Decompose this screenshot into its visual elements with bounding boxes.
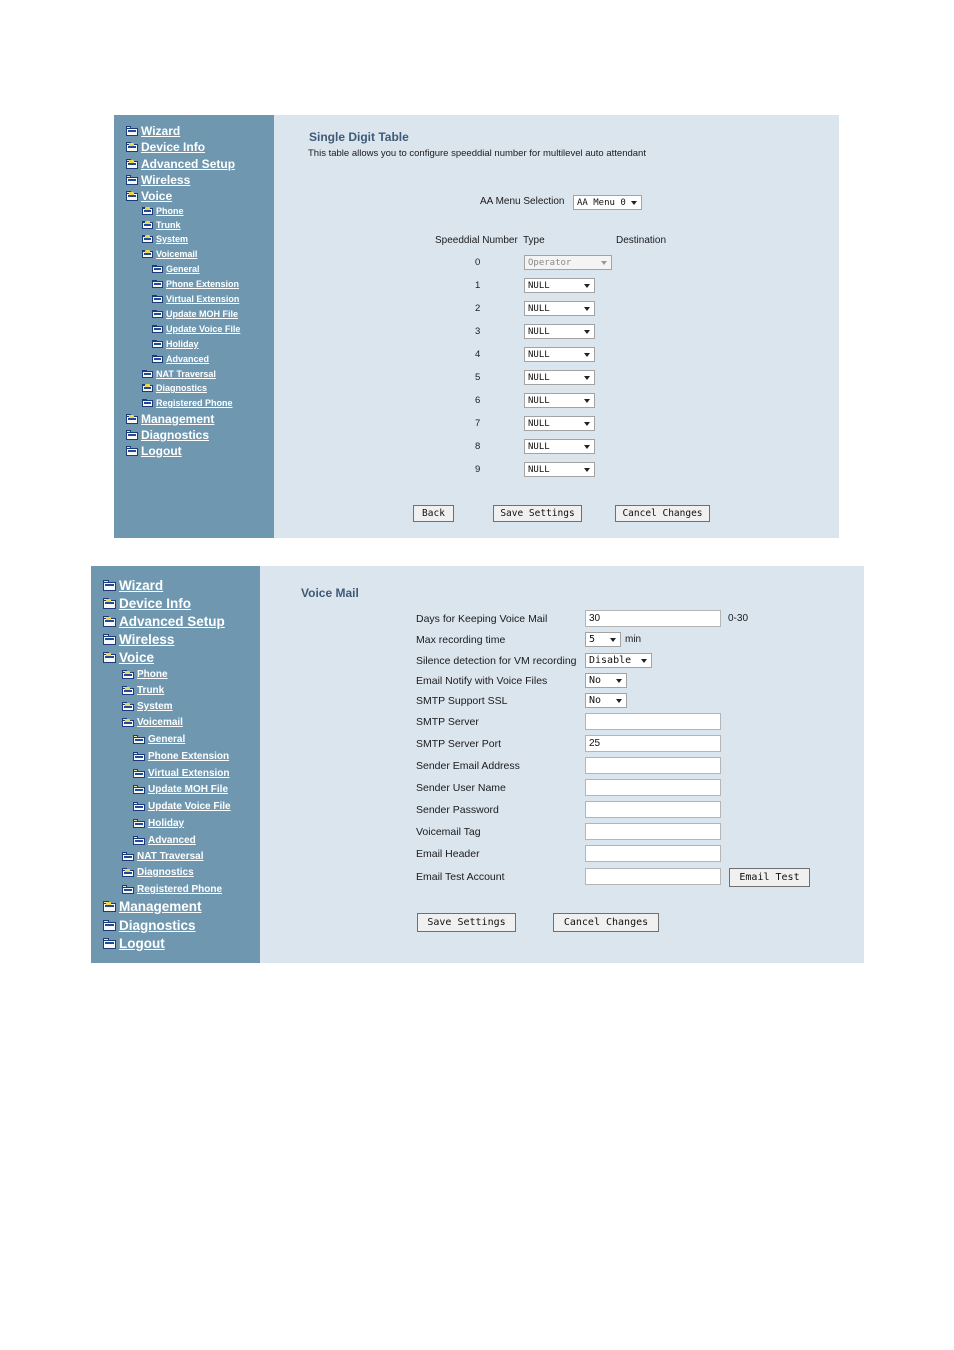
sidebar-link[interactable]: Wireless <box>141 173 191 187</box>
sidebar-link[interactable]: Voicemail <box>137 717 183 728</box>
sidebar-link[interactable]: Update Voice File <box>166 324 241 334</box>
folder-icon <box>152 310 163 319</box>
sidebar-item-update-voice-file[interactable] <box>133 801 231 812</box>
sidebar-link[interactable]: Advanced Setup <box>119 614 225 629</box>
voicemail-tag-input[interactable] <box>585 823 721 840</box>
sidebar-item-nat-traversal[interactable] <box>142 369 216 379</box>
sidebar-link[interactable]: Wizard <box>119 578 164 593</box>
sidebar-link[interactable]: Advanced Setup <box>141 157 236 171</box>
sidebar-item-registered-phone[interactable] <box>142 398 233 408</box>
sidebar-link[interactable]: Virtual Extension <box>166 294 240 304</box>
sidebar-link[interactable]: Virtual Extension <box>148 768 230 779</box>
sidebar-item-device-info[interactable] <box>103 596 191 611</box>
folder-icon <box>152 325 163 334</box>
email-test-button[interactable]: Email Test <box>729 868 810 887</box>
sidebar-item-voicemail[interactable] <box>142 249 197 259</box>
folder-open-icon <box>126 414 138 424</box>
silence-select[interactable] <box>585 653 652 668</box>
folder-icon <box>133 836 145 846</box>
smtp-server-label: SMTP Server <box>416 716 479 728</box>
chevron-down-icon <box>610 638 616 642</box>
chevron-down-icon <box>584 376 590 380</box>
sidebar-item-general[interactable] <box>133 734 185 745</box>
folder-icon <box>142 370 153 379</box>
sidebar-link[interactable]: Update Voice File <box>148 801 231 812</box>
speeddial-number: 6 <box>475 395 481 406</box>
speeddial-number: 9 <box>475 464 481 475</box>
sidebar-nav <box>114 115 274 538</box>
sidebar-link[interactable]: Registered Phone <box>137 884 223 895</box>
aa-menu-label: AA Menu Selection <box>480 196 565 207</box>
chevron-down-icon <box>584 399 590 403</box>
sidebar-link[interactable]: NAT Traversal <box>137 851 204 862</box>
folder-icon <box>152 355 163 364</box>
speeddial-number: 5 <box>475 372 481 383</box>
sidebar-item-update-voice-file[interactable] <box>152 324 240 334</box>
folder-icon <box>133 769 145 779</box>
speeddial-type-select[interactable] <box>524 347 595 362</box>
folder-open-icon <box>103 616 116 627</box>
sidebar-item-wireless[interactable] <box>126 173 190 187</box>
chevron-down-icon <box>584 284 590 288</box>
smtp-ssl-value: No <box>589 695 602 706</box>
sidebar-item-phone[interactable] <box>122 669 168 680</box>
back-button[interactable]: Back <box>413 505 454 522</box>
sidebar-item-wireless[interactable] <box>103 632 174 647</box>
max-recording-value: 5 <box>589 634 596 645</box>
sidebar-link[interactable]: NAT Traversal <box>156 369 216 379</box>
email-notify-value: No <box>589 675 602 686</box>
sender-password-label: Sender Password <box>416 804 499 816</box>
sidebar-link[interactable]: Diagnostics <box>141 428 210 442</box>
sidebar-item-advanced[interactable] <box>152 354 209 364</box>
sidebar-link[interactable]: Voice <box>119 650 155 665</box>
speeddial-type-select[interactable] <box>524 393 595 408</box>
sidebar-item-update-moh-file[interactable] <box>152 309 238 319</box>
sidebar-item-voice[interactable] <box>103 650 154 665</box>
save-settings-button[interactable]: Save Settings <box>417 913 516 932</box>
silence-value: Disable <box>589 655 632 666</box>
sidebar-item-trunk[interactable] <box>122 685 164 696</box>
speeddial-type-select[interactable] <box>524 416 595 431</box>
speeddial-type-value: NULL <box>528 395 550 406</box>
folder-open-icon <box>126 191 138 201</box>
chevron-down-icon <box>631 201 637 205</box>
email-header-input[interactable] <box>585 845 721 862</box>
cancel-changes-button[interactable]: Cancel Changes <box>553 913 659 932</box>
smtp-ssl-select[interactable] <box>585 693 627 708</box>
folder-icon <box>133 785 145 795</box>
folder-icon <box>122 852 134 862</box>
sidebar-item-nat-traversal[interactable] <box>122 851 204 862</box>
speeddial-type-select[interactable] <box>524 301 595 316</box>
speeddial-type-value: NULL <box>528 280 550 291</box>
sidebar-link[interactable]: General <box>148 734 186 745</box>
sender-user-input[interactable] <box>585 779 721 796</box>
speeddial-type-value: NULL <box>528 441 550 452</box>
chevron-down-icon <box>584 353 590 357</box>
folder-open-icon <box>142 221 153 230</box>
speeddial-type-select[interactable] <box>524 324 595 339</box>
folder-open-icon <box>126 159 138 169</box>
sender-user-label: Sender User Name <box>416 782 506 794</box>
speeddial-number: 7 <box>475 418 481 429</box>
smtp-port-input[interactable]: 25 <box>585 735 721 752</box>
folder-open-icon <box>122 686 134 696</box>
sidebar-item-diagnostics[interactable] <box>142 383 207 393</box>
page-title: Single Digit Table <box>309 130 409 144</box>
single-digit-content <box>274 115 839 538</box>
sidebar-item-wizard[interactable] <box>126 124 180 138</box>
sidebar-item-system[interactable] <box>122 701 173 712</box>
sidebar-link[interactable]: System <box>137 701 173 712</box>
sidebar-item-system[interactable] <box>142 234 188 244</box>
single-digit-panel <box>114 115 839 538</box>
chevron-down-icon <box>584 445 590 449</box>
sidebar-link[interactable]: Advanced <box>166 354 210 364</box>
speeddial-type-value: NULL <box>528 418 550 429</box>
sidebar-link[interactable]: Voicemail <box>156 249 198 259</box>
sidebar-link[interactable]: Logout <box>141 444 182 458</box>
chevron-down-icon <box>641 659 647 663</box>
sidebar-item-holiday[interactable] <box>133 818 184 829</box>
folder-icon <box>103 580 116 591</box>
speeddial-type-select[interactable] <box>524 370 595 385</box>
sidebar-link[interactable]: Logout <box>119 936 165 951</box>
voice-mail-panel <box>91 566 864 963</box>
folder-open-icon <box>142 250 153 259</box>
smtp-ssl-label: SMTP Support SSL <box>416 695 508 707</box>
sidebar-item-voice[interactable] <box>126 189 172 203</box>
sidebar-link[interactable]: Trunk <box>156 220 181 230</box>
max-recording-select[interactable] <box>585 632 621 647</box>
speeddial-type-value: NULL <box>528 349 550 360</box>
sidebar-item-trunk[interactable] <box>142 220 181 230</box>
folder-icon <box>152 295 163 304</box>
sidebar-item-logout[interactable] <box>103 936 165 951</box>
folder-open-icon <box>142 207 153 216</box>
smtp-server-input[interactable] <box>585 713 721 730</box>
folder-open-icon <box>122 670 134 680</box>
smtp-port-label: SMTP Server Port <box>416 738 501 750</box>
page-description: This table allows you to configure speeddial number for multilevel auto attendant <box>308 148 646 159</box>
col-type-header: Type <box>523 235 545 246</box>
folder-open-icon <box>142 384 153 393</box>
sidebar-item-diagnostics[interactable] <box>103 918 196 933</box>
chevron-down-icon <box>601 261 607 265</box>
sidebar-item-phone-extension[interactable] <box>152 279 239 289</box>
folder-open-icon <box>103 598 116 609</box>
sidebar-link[interactable]: Holiday <box>166 339 199 349</box>
folder-icon <box>103 920 116 931</box>
sidebar-link[interactable]: Phone <box>137 669 168 680</box>
folder-icon <box>126 446 138 456</box>
folder-icon <box>152 280 163 289</box>
speeddial-type-value: NULL <box>528 303 550 314</box>
sidebar-link[interactable]: Phone Extension <box>148 751 230 762</box>
aa-menu-select[interactable] <box>573 195 642 210</box>
days-label: Days for Keeping Voice Mail <box>416 613 548 625</box>
sidebar-link[interactable]: Wireless <box>119 632 175 647</box>
max-recording-label: Max recording time <box>416 634 506 646</box>
chevron-down-icon <box>584 330 590 334</box>
sidebar-item-management[interactable] <box>103 899 202 914</box>
sidebar-link[interactable]: Diagnostics <box>137 867 194 878</box>
folder-icon <box>133 752 145 762</box>
max-recording-unit: min <box>625 634 642 645</box>
sidebar-item-advanced[interactable] <box>133 835 196 846</box>
chevron-down-icon <box>584 307 590 311</box>
col-speeddial-header: Speeddial Number <box>435 235 518 246</box>
silence-label: Silence detection for VM recording <box>416 655 577 667</box>
days-input[interactable]: 30 <box>585 610 721 627</box>
sidebar-item-phone-extension[interactable] <box>133 751 229 762</box>
sidebar-item-logout[interactable] <box>126 444 182 458</box>
sidebar-link[interactable]: General <box>166 264 200 274</box>
folder-icon <box>103 634 116 645</box>
aa-menu-value: AA Menu 0 <box>577 197 626 208</box>
folder-open-icon <box>122 702 134 712</box>
folder-icon <box>133 802 145 812</box>
speeddial-number: 2 <box>475 303 481 314</box>
chevron-down-icon <box>584 422 590 426</box>
folder-icon <box>126 126 138 136</box>
folder-icon <box>152 340 163 349</box>
sidebar-link[interactable]: Voice <box>141 189 173 203</box>
speeddial-number: 0 <box>475 257 481 268</box>
sender-email-input[interactable] <box>585 757 721 774</box>
sidebar-link[interactable]: Management <box>119 899 202 914</box>
email-test-account-input[interactable] <box>585 868 721 885</box>
email-test-account-label: Email Test Account <box>416 871 505 883</box>
sidebar-item-general[interactable] <box>152 264 200 274</box>
cancel-changes-button[interactable]: Cancel Changes <box>615 505 710 522</box>
folder-open-icon <box>103 901 116 912</box>
sender-password-input[interactable] <box>585 801 721 818</box>
speeddial-number: 3 <box>475 326 481 337</box>
chevron-down-icon <box>616 699 622 703</box>
email-header-label: Email Header <box>416 848 480 860</box>
folder-icon <box>133 735 145 745</box>
sidebar-item-management[interactable] <box>126 412 214 426</box>
folder-open-icon <box>126 142 138 152</box>
voicemail-tag-label: Voicemail Tag <box>416 826 481 838</box>
sidebar-item-diagnostics[interactable] <box>122 867 194 878</box>
sidebar-item-phone[interactable] <box>142 206 184 216</box>
folder-icon <box>126 430 138 440</box>
folder-open-icon <box>142 235 153 244</box>
sidebar-link[interactable]: Phone <box>156 206 184 216</box>
sidebar-item-diagnostics[interactable] <box>126 428 209 442</box>
sidebar-item-device-info[interactable] <box>126 140 205 154</box>
page-title: Voice Mail <box>301 586 359 600</box>
save-settings-button[interactable]: Save Settings <box>493 505 582 522</box>
speeddial-type-select[interactable] <box>524 462 595 477</box>
email-notify-select[interactable] <box>585 673 627 688</box>
sidebar-item-advanced-setup[interactable] <box>126 157 235 171</box>
sidebar-item-advanced-setup[interactable] <box>103 614 225 629</box>
sidebar-link[interactable]: System <box>156 234 189 244</box>
sidebar-link[interactable]: Wizard <box>141 124 181 138</box>
voice-mail-content <box>260 566 864 963</box>
chevron-down-icon <box>616 679 622 683</box>
col-destination-header: Destination <box>616 235 667 246</box>
speeddial-type-value: Operator <box>528 257 572 268</box>
sidebar-link[interactable]: Trunk <box>137 685 165 696</box>
folder-open-icon <box>103 652 116 663</box>
sidebar-item-wizard[interactable] <box>103 578 163 593</box>
sidebar-link[interactable]: Device Info <box>141 140 206 154</box>
chevron-down-icon <box>584 468 590 472</box>
folder-open-icon <box>122 718 134 728</box>
sidebar-link[interactable]: Phone Extension <box>166 279 240 289</box>
sidebar-item-voicemail[interactable] <box>122 717 183 728</box>
speeddial-type-value: NULL <box>528 464 550 475</box>
folder-icon <box>142 399 153 408</box>
sidebar-link[interactable]: Update MOH File <box>148 784 229 795</box>
sidebar-link[interactable]: Diagnostics <box>119 918 196 933</box>
sidebar-item-holiday[interactable] <box>152 339 199 349</box>
sidebar-link[interactable]: Device Info <box>119 596 192 611</box>
sidebar-link[interactable]: Diagnostics <box>156 383 208 393</box>
sidebar-link[interactable]: Update MOH File <box>166 309 239 319</box>
folder-icon <box>103 938 116 949</box>
folder-icon <box>152 265 163 274</box>
sidebar-item-registered-phone[interactable] <box>122 884 222 895</box>
email-notify-label: Email Notify with Voice Files <box>416 675 548 687</box>
sidebar-link[interactable]: Management <box>141 412 215 426</box>
speeddial-type-value: NULL <box>528 326 550 337</box>
sender-email-label: Sender Email Address <box>416 760 520 772</box>
folder-icon <box>126 175 138 185</box>
speeddial-type-value: NULL <box>528 372 550 383</box>
folder-icon <box>122 885 134 895</box>
days-range: 0-30 <box>728 613 749 624</box>
speeddial-type-select <box>524 255 612 270</box>
folder-open-icon <box>122 868 134 878</box>
speeddial-type-select[interactable] <box>524 278 595 293</box>
sidebar-link[interactable]: Registered Phone <box>156 398 233 408</box>
speeddial-number: 8 <box>475 441 481 452</box>
sidebar-item-virtual-extension[interactable] <box>152 294 239 304</box>
sidebar-item-update-moh-file[interactable] <box>133 784 228 795</box>
sidebar-link[interactable]: Advanced <box>148 835 196 846</box>
sidebar-item-virtual-extension[interactable] <box>133 768 230 779</box>
sidebar-nav <box>91 566 260 963</box>
sidebar-link[interactable]: Holiday <box>148 818 185 829</box>
folder-icon <box>133 819 145 829</box>
speeddial-type-select[interactable] <box>524 439 595 454</box>
speeddial-number: 1 <box>475 280 481 291</box>
speeddial-number: 4 <box>475 349 481 360</box>
